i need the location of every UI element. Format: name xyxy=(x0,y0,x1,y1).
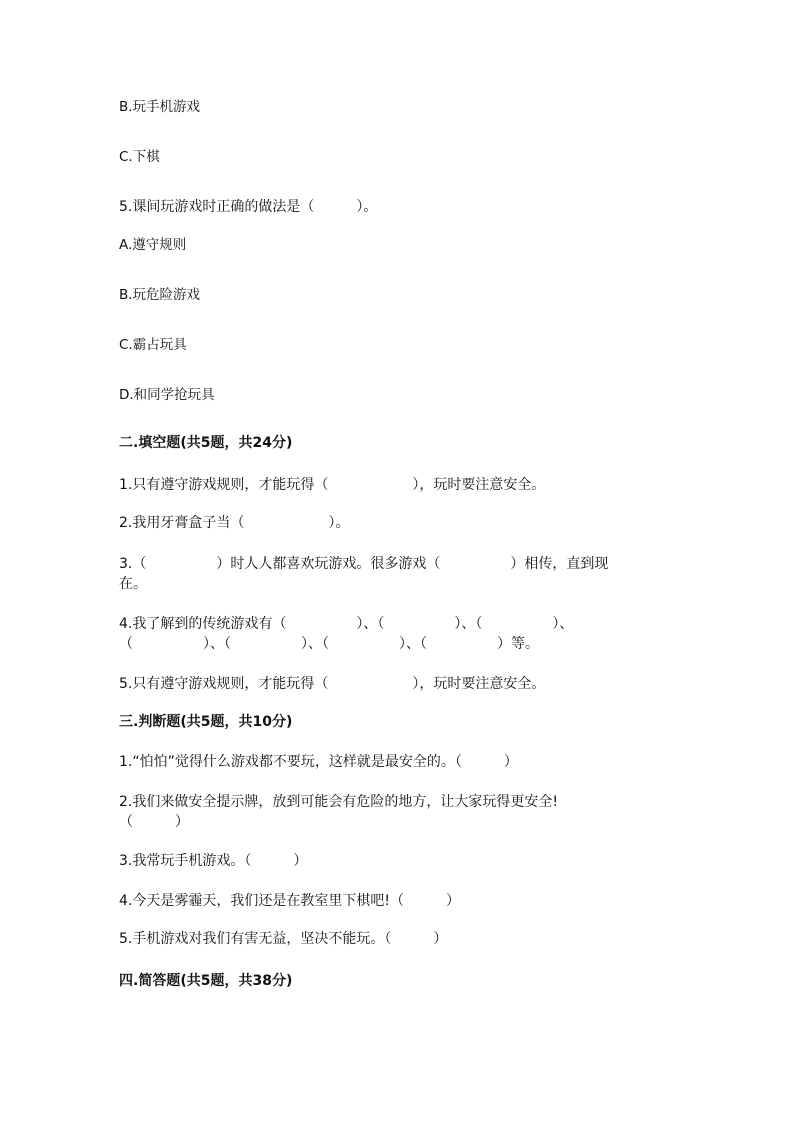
option-c-chess: C.下棋 xyxy=(119,149,160,165)
fill-question-1: 1.只有遵守游戏规则，才能玩得（ ），玩时要注意安全。 xyxy=(119,477,546,493)
fill-question-3-line1: 3.（ ）时人人都喜欢玩游戏。很多游戏（ ）相传，直到现 xyxy=(119,556,609,572)
option-b-phone-games: B.玩手机游戏 xyxy=(119,99,201,115)
section-fill-in-heading: 二.填空题(共5题，共24分) xyxy=(119,435,293,451)
option-c-hog-toys: C.霸占玩具 xyxy=(119,337,187,353)
tf-question-3: 3.我常玩手机游戏。（ ） xyxy=(119,853,308,869)
tf-question-2-line1: 2.我们来做安全提示牌，放到可能会有危险的地方，让大家玩得更安全! xyxy=(119,794,558,810)
question-5-prompt: 5.课间玩游戏时正确的做法是（ ）。 xyxy=(119,199,378,215)
tf-question-2-line2: （ ） xyxy=(119,814,189,830)
option-a-follow-rules: A.遵守规则 xyxy=(119,237,187,253)
tf-question-4: 4.今天是雾霾天，我们还是在教室里下棋吧!（ ） xyxy=(119,893,460,909)
fill-question-5: 5.只有遵守游戏规则，才能玩得（ ），玩时要注意安全。 xyxy=(119,676,546,692)
tf-question-5: 5.手机游戏对我们有害无益，坚决不能玩。（ ） xyxy=(119,931,448,947)
fill-question-2: 2.我用牙膏盒子当（ ）。 xyxy=(119,515,350,531)
option-b-dangerous-games: B.玩危险游戏 xyxy=(119,287,201,303)
tf-question-1: 1.“怕怕”觉得什么游戏都不要玩，这样就是最安全的。（ ） xyxy=(119,754,518,770)
fill-question-4-line2: （ ）、（ ）、（ ）、（ ）等。 xyxy=(119,636,539,652)
fill-question-3-line2: 在。 xyxy=(119,576,147,592)
section-short-answer-heading: 四.简答题(共5题，共38分) xyxy=(119,973,293,989)
section-true-false-heading: 三.判断题(共5题，共10分) xyxy=(119,714,293,730)
fill-question-4-line1: 4.我了解到的传统游戏有（ ）、（ ）、（ ）、 xyxy=(119,616,574,632)
option-d-grab-toys: D.和同学抢玩具 xyxy=(119,387,215,403)
